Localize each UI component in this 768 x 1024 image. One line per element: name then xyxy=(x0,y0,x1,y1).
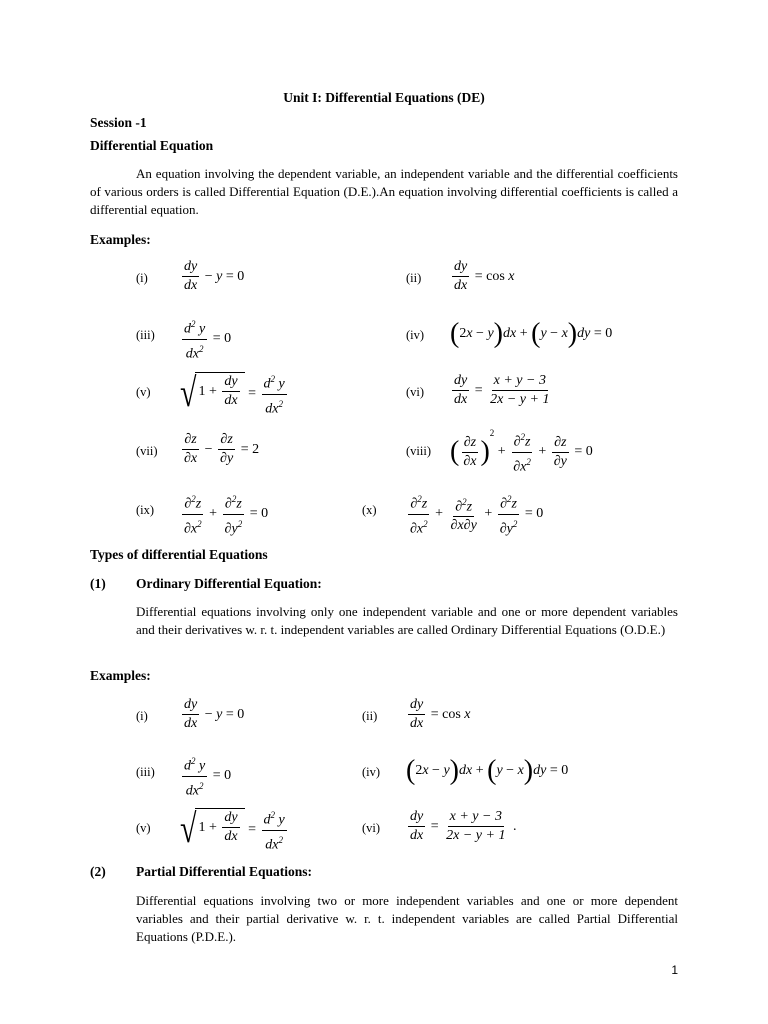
label-iv: (iv) xyxy=(406,328,425,342)
examples-label: Examples: xyxy=(90,232,151,247)
ode-equation-iii: $\frac{d^2 y}{dx^2}$ = 0 xyxy=(180,752,231,800)
equation-x: $\frac{\partial^2z}{\partial x^2}$ + $\frac{\partial^2z}{\partial x\partial y}$ + $\frac{\partial^2z}{\partial y^2}$ = 0 xyxy=(406,490,543,538)
session-label: Session -1 xyxy=(90,115,147,130)
equation-iii: $\frac{d^2 y}{dx^2}$ = 0 xyxy=(180,315,231,363)
equation-vi: $\frac{dy}{dx}$ = $\frac{x + y - 3}{2x - y + 1}$ xyxy=(454,373,550,407)
intro-paragraph: An equation involving the dependent variable, an independent variable and the differential coefficients of various orders is called Differential Equation (D.E.).An equation involving differential coefficients is called a differential equation. xyxy=(90,166,678,217)
ode-label-iv: (iv) xyxy=(362,765,381,779)
equation-v: √ 1 + $\frac{dy}{dx}$ = $\frac{d^2 y}{dx^2}$ xyxy=(180,371,285,417)
ode-equation-iv: ( 2 x − y ) dx + ( y − x ) dy = 0 xyxy=(406,755,569,786)
label-i: (i) xyxy=(136,271,148,285)
ode-equation-i: $\frac{dy}{dx}$ − y = 0 xyxy=(184,697,245,731)
page-title: Unit I: Differential Equations (DE) xyxy=(283,90,485,105)
equation-ix: $\frac{\partial^2z}{\partial x^2}$ + $\frac{\partial^2z}{\partial y^2}$ = 0 xyxy=(180,490,268,538)
label-v: (v) xyxy=(136,385,151,399)
label-ii: (ii) xyxy=(406,271,422,285)
ode-label-vi: (vi) xyxy=(362,821,381,835)
ode-equation-ii: $\frac{dy}{dx}$ = cos x xyxy=(410,697,471,731)
ode-label-v: (v) xyxy=(136,821,151,835)
section-heading: Differential Equation xyxy=(90,138,214,153)
label-vii: (vii) xyxy=(136,444,158,458)
equation-viii: ( $\frac{\partial z}{\partial x}$ ) 2 + $\frac{\partial^2z}{\partial x^2}$ + $\frac{\partial z}{\partial y}$ = 0 xyxy=(450,428,593,475)
equation-i: $\frac{dy}{dx}$ − y = 0 xyxy=(184,259,245,293)
ode-equation-vi: $\frac{dy}{dx}$ = $\frac{x + y - 3}{2x - y + 1}$ . xyxy=(410,809,517,843)
label-vi: (vi) xyxy=(406,385,425,399)
ode-heading: Ordinary Differential Equation: xyxy=(136,576,322,591)
equation-iv: ( 2 x − y ) dx + ( y − x ) dy = 0 xyxy=(450,318,613,349)
examples-label-2: Examples: xyxy=(90,668,151,683)
pde-heading: Partial Differential Equations: xyxy=(136,864,312,879)
label-ix: (ix) xyxy=(136,503,155,517)
equation-vii: $\frac{\partial z}{\partial x}$ − $\frac{\partial z}{\partial y}$ = 2 xyxy=(184,432,260,466)
page-number: 1 xyxy=(671,963,678,977)
types-heading: Types of differential Equations xyxy=(90,547,268,562)
ode-paragraph: Differential equations involving only one independent variable and one or more dependent variables and their derivatives w. r. t. independent variables are called Ordinary Differential Equations (O.D.E.) xyxy=(136,604,678,637)
ode-equation-v: √ 1 + $\frac{dy}{dx}$ = $\frac{d^2 y}{dx^2}$ xyxy=(180,807,285,853)
equation-ii: $\frac{dy}{dx}$ = cos x xyxy=(454,259,515,293)
ode-label-i: (i) xyxy=(136,709,148,723)
label-iii: (iii) xyxy=(136,328,155,342)
ode-label-ii: (ii) xyxy=(362,709,378,723)
label-viii: (viii) xyxy=(406,444,431,458)
pde-number: (2) xyxy=(90,864,106,879)
label-x: (x) xyxy=(362,503,377,517)
pde-paragraph: Differential equations involving two or more independent variables and one or more dependent variables and their partial derivative w. r. t. independent variables are called Partial Differential Equations (P.D.E.). xyxy=(136,893,678,944)
ode-number: (1) xyxy=(90,576,106,591)
ode-label-iii: (iii) xyxy=(136,765,155,779)
